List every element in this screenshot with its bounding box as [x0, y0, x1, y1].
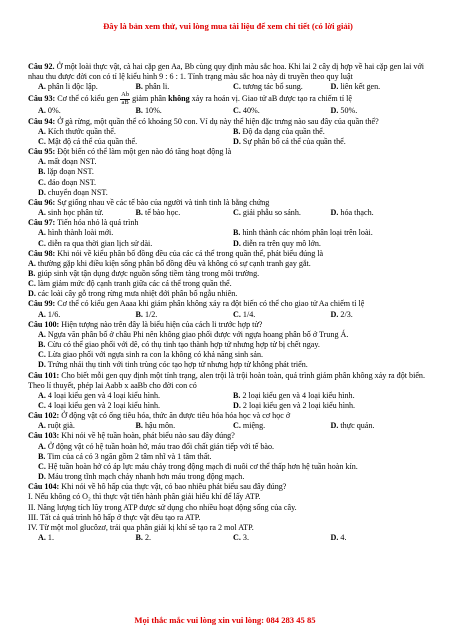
question-number: Câu 95:: [28, 147, 56, 157]
option-b: B. Cừu có thể giao phối với dê, có thụ tinh tạo thành hợp tử nhưng hợp tử bị chết ngay.: [38, 340, 320, 350]
option-b: B. phân li.: [135, 82, 170, 92]
option-c: C. 4 loại kiểu gen và 2 loại kiểu hình.: [38, 401, 161, 410]
option-b: B. Độ đa dạng của quần thể.: [233, 126, 325, 136]
option-b: B. lặp đoạn NST.: [38, 167, 94, 177]
option-a: A. Kích thước quần thể.: [38, 126, 116, 136]
question-number: Câu 102:: [28, 411, 60, 421]
option-d: D. 50%.: [330, 106, 358, 116]
option-b: B. hậu môn.: [135, 421, 176, 431]
question-103: [28, 431, 428, 482]
question-94: [28, 117, 428, 147]
question-number: Câu 104:: [28, 482, 60, 492]
option-b: B. 2 loại kiểu gen và 4 loại kiểu hình.: [233, 390, 355, 400]
option-c: C. 40%.: [233, 106, 260, 116]
question-number: Câu 103:: [28, 431, 60, 441]
option-d: D. diễn ra trên quy mô lớn.: [233, 238, 321, 248]
statement-2: II. Năng lượng tích lũy trong ATP được sử dụng cho nhiều hoạt động sống của cây.: [28, 502, 297, 512]
option-b: B. Tim của cá có 3 ngăn gồm 2 tâm nhĩ và 1 tâm thất.: [38, 451, 212, 461]
question-text: Khi nói về hệ tuần hoàn, phát biểu nào sau đây đúng?: [61, 431, 235, 441]
question-102: [28, 411, 428, 431]
option-c: C. đảo đoạn NST.: [38, 177, 97, 187]
question-96: [28, 198, 428, 218]
option-d: D. Máu trong tĩnh mạch chảy nhanh hơn máu trong động mạch.: [38, 472, 245, 482]
option-a: A. 0%.: [38, 106, 61, 116]
option-c: C. giải phẫu so sánh.: [233, 208, 301, 218]
option-d: D. 4.: [330, 533, 347, 543]
question-list: [28, 62, 428, 543]
question-text: Khi nói về kiểu phân bố đồng đều của các cá thể trong quần thể, phát biểu đúng là: [57, 248, 324, 258]
question-97: [28, 218, 428, 248]
option-d: D. 2/3.: [330, 309, 353, 319]
option-b: B. 1/2.: [135, 309, 158, 319]
option-b: B. giúp sinh vật tận dụng được nguồn sống tiềm tàng trong môi trường.: [28, 268, 260, 278]
option-c: C. miệng.: [233, 421, 266, 431]
question-text: Cho biết mỗi gen quy định một tính trạng, alen trội là trội hoàn toàn, quá trình giảm phân không xảy ra đột biến. Theo lí thuyết, phép lai Aabb x aaBb cho đời con có: [28, 370, 425, 390]
option-a: A. 1.: [38, 533, 54, 543]
question-text: Tiến hóa nhỏ là quá trình: [57, 218, 139, 228]
option-a: A. sinh học phân tử.: [38, 208, 104, 218]
option-a: A. 4 loại kiểu gen và 4 loại kiểu hình.: [38, 390, 161, 400]
statement-4: IV. Từ một mol glucôzơ, trải qua phân giải kị khí sẽ tạo ra 2 mol ATP.: [28, 522, 254, 532]
question-104: [28, 482, 428, 543]
question-number: Câu 101:: [28, 370, 60, 380]
question-93: Câu 93: Cơ thể có kiểu gen $\frac{Ab}{aB}$ giảm phân không xảy ra hoán vị. Giao tử aB được tạo ra chiếm tỉ lệ A. 0%. B. 10%. C. 40%. D. 50%.: [28, 92, 428, 116]
question-number: Câu 98:: [28, 248, 56, 258]
question-text: Sự giống nhau về các tế bào của người và tinh tinh là bằng chứng: [57, 197, 270, 207]
question-number: Câu 94:: [28, 116, 56, 126]
option-a: A. Ngựa văn phân bố ở châu Phi nên không giao phối được với ngựa hoang phân bố ở Trung Á.: [38, 329, 349, 339]
option-b: B. tế bào học.: [135, 208, 181, 218]
option-c: C. diễn ra qua thời gian lịch sử dài.: [38, 238, 153, 248]
option-c: C. Mật độ cá thể của quần thể.: [38, 136, 138, 146]
question-text: Ở gà rừng, một quần thể có khoảng 50 con. Ví dụ này thể hiện đặc trưng nào sau đây của quần thể?: [57, 116, 379, 126]
question-99: [28, 299, 428, 319]
option-d: D. các loài cây gỗ trong rừng mưa nhiệt đới phân bố ngẫu nhiên.: [28, 289, 238, 299]
option-d: D. liên kết gen.: [330, 82, 381, 92]
question-number: Câu 99:: [28, 299, 56, 309]
question-text: Khi nói về hô hấp của thực vật, có bao nhiêu phát biểu sau đây đúng?: [61, 482, 287, 492]
genotype-fraction: $\frac{Ab}{aB}$: [121, 91, 130, 106]
option-d: D. Trứng nhái thụ tinh với tinh trùng cóc tạo hợp tử nhưng hợp tử không phát triển.: [38, 360, 308, 370]
option-a: A. 1/6.: [38, 309, 61, 319]
option-a: A. mất đoạn NST.: [38, 157, 97, 167]
question-number: Câu 92.: [28, 62, 55, 71]
option-d: D. thực quản.: [330, 421, 375, 431]
option-c: C. tương tác bổ sung.: [233, 82, 303, 92]
option-d: D. 2 loại kiểu gen và 2 loại kiểu hình.: [233, 401, 356, 410]
question-95: [28, 147, 428, 198]
option-d: D. Sự phân bố cá thể của quần thể.: [233, 136, 346, 146]
option-d: D. hóa thạch.: [330, 208, 374, 218]
option-a: A. Ở động vật có hệ tuần hoàn hở, máu trao đổi chất gián tiếp với tế bào.: [38, 441, 275, 451]
option-c: C. làm giảm mức độ cạnh tranh giữa các cá thể trong quần thể.: [28, 279, 232, 289]
option-c: C. Lừa giao phối với ngựa sinh ra con la không có khả năng sinh sản.: [38, 350, 264, 360]
option-c: C. Hệ tuần hoàn hở có áp lực máu chảy trong động mạch đi nuôi cơ thể thấp hơn hệ tuần hoàn kín.: [38, 461, 358, 471]
question-text: Hiện tượng nào trên đây là biểu hiện của cách li trước hợp tử?: [61, 319, 263, 329]
option-b: B. hình thành các nhóm phân loại trên loài.: [233, 228, 373, 238]
option-a: A. ruột già.: [38, 421, 75, 431]
question-text: Ở một loài thực vật, cà hai cặp gen Aa, Bb cùng quy định màu sắc hoa. Khi lai 2 cây dị hợp về hai cặp gen lai với nhau thu được đời con có tỉ lệ kiểu hình 9 : 6 : 1. Tính trạng màu sắc hoa này di truyền theo quy luật: [28, 62, 424, 82]
option-d: D. chuyển đoạn NST.: [38, 187, 108, 197]
question-text: Ở động vật có ống tiêu hóa, thức ăn được tiêu hóa hóa học và cơ học ở: [61, 411, 291, 421]
preview-banner: Đây là bản xem thử, vui lòng mua tài liệu để xem chi tiết (có lời giải): [103, 21, 353, 31]
statement-1: I. Nếu không có O₂ thì thực vật tiến hành phân giải hiếu khí để lấy ATP.: [28, 492, 261, 502]
question-101: [28, 371, 428, 412]
option-a: A. phân li độc lập.: [38, 82, 98, 92]
question-number: Câu 97:: [28, 218, 56, 228]
option-a: A. hình thành loài mới.: [38, 228, 114, 238]
question-98: [28, 249, 428, 300]
option-b: B. 10%.: [135, 106, 162, 116]
question-number: Câu 100:: [28, 319, 60, 329]
contact-footer: Mọi thắc mắc vui lòng xin vui lòng: 084 283 45 85: [134, 615, 316, 625]
question-number: Câu 93:: [28, 94, 56, 104]
option-b: B. 2.: [135, 533, 152, 543]
statement-3: III. Tất cả quá trình hô hấp ở thực vật đều tạo ra ATP.: [28, 512, 201, 522]
option-c: C. 1/4.: [233, 309, 256, 319]
option-c: C. 3.: [233, 533, 249, 543]
question-number: Câu 96:: [28, 197, 56, 207]
question-text: Đột biến có thể làm một gen nào đó tăng hoạt động là: [57, 147, 232, 157]
question-92: [28, 62, 428, 92]
question-text: Cơ thể có kiểu gen Aaaa khi giảm phân không xảy ra đột biến có thể cho giao tử Aa chiếm tỉ lệ: [57, 299, 365, 309]
question-100: [28, 320, 428, 371]
option-a: A. thường gặp khi điều kiện sống phân bố đồng đều và không có sự cạnh tranh gay gắt.: [28, 258, 311, 268]
